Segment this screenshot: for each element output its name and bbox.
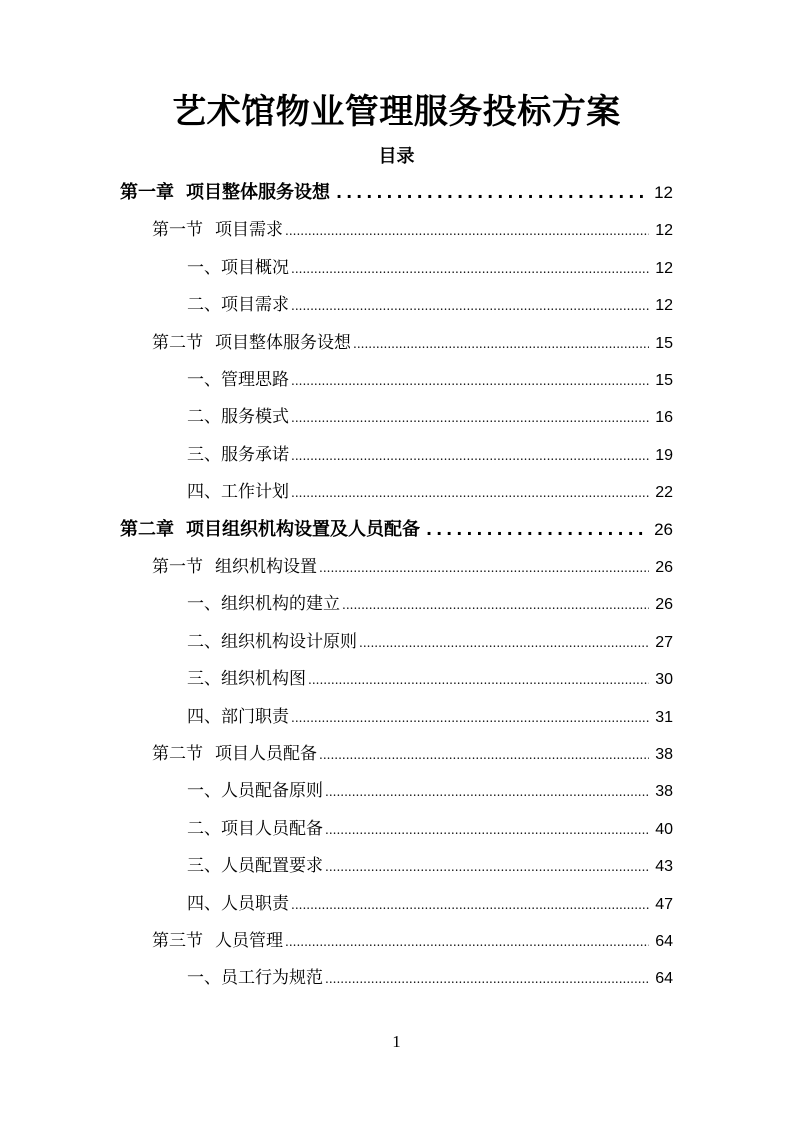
toc-entry[interactable]	[187, 960, 673, 996]
toc-entry-label: 一、员工行为规范	[187, 968, 323, 989]
toc-page-number: 22	[655, 484, 673, 502]
toc-entry[interactable]	[187, 250, 673, 286]
toc-entry-label: 一、项目概况	[187, 257, 289, 278]
toc-entry[interactable]	[152, 549, 673, 585]
toc-entry[interactable]	[152, 923, 673, 959]
toc-page-number: 15	[655, 372, 673, 389]
toc-page-number: 15	[655, 334, 673, 352]
toc-entry[interactable]	[187, 474, 673, 510]
toc-page-number: 64	[655, 970, 673, 988]
toc-dot-leader	[325, 812, 649, 848]
toc-entry-label: 三、组织机构图	[187, 669, 306, 690]
toc-dot-leader	[325, 849, 649, 885]
toc-entry-label: 四、部门职责	[187, 706, 289, 727]
toc-entry-label: 第二节 项目人员配备	[152, 744, 317, 764]
toc-entry-label: 第二节 项目整体服务设想	[152, 332, 351, 353]
toc-entry[interactable]	[187, 811, 673, 847]
toc-page-number: 43	[655, 858, 673, 876]
toc-dot-leader	[342, 587, 649, 623]
toc-entry[interactable]	[187, 362, 673, 398]
toc-dot-leader	[291, 887, 649, 923]
toc-entry-label: 一、管理思路	[187, 370, 289, 390]
toc-entry[interactable]	[120, 175, 673, 211]
toc-entry-label: 第三节 人员管理	[152, 931, 283, 951]
toc-entry[interactable]	[152, 325, 673, 361]
toc-entry[interactable]	[187, 661, 673, 697]
toc-dot-leader	[291, 400, 649, 436]
toc-entry-label: 四、人员职责	[187, 893, 289, 914]
toc-entry-label: 二、项目人员配备	[187, 818, 323, 839]
toc-entry-label: 三、服务承诺	[187, 444, 289, 465]
toc-dot-leader	[319, 550, 649, 586]
toc-dot-leader	[353, 326, 649, 362]
toc-page-number: 26	[655, 559, 673, 576]
toc-entry-label: 第一章 项目整体服务设想	[120, 182, 330, 203]
toc-entry-label: 第一节 组织机构设置	[152, 557, 317, 577]
toc-page-number: 12	[655, 297, 673, 315]
toc-dot-leader	[291, 475, 649, 511]
toc-entry-label: 一、人员配备原则	[187, 781, 323, 802]
toc-page-number: 31	[655, 708, 673, 726]
toc-page-number: 19	[655, 446, 673, 464]
toc-page-number: 30	[655, 671, 673, 689]
toc-entry-label: 第一节 项目需求	[152, 220, 283, 241]
toc-dot-leader	[325, 961, 649, 997]
toc-entry[interactable]	[187, 773, 673, 809]
toc-page-number: 47	[655, 895, 673, 913]
toc-dot-leader	[285, 213, 649, 249]
toc-dot-leader	[291, 438, 649, 474]
toc-dot-leader	[291, 363, 649, 399]
toc-page-number: 64	[655, 933, 673, 950]
toc-page-number: 38	[655, 783, 673, 801]
toc-entry[interactable]	[187, 399, 673, 435]
toc-entry-label: 一、组织机构的建立	[187, 594, 340, 615]
toc-page-number: 27	[655, 633, 673, 651]
toc-entry-label: 三、人员配置要求	[187, 856, 323, 877]
toc-heading: 目录	[378, 146, 415, 167]
toc-page-number: 12	[655, 259, 673, 277]
toc-entry[interactable]	[187, 848, 673, 884]
toc-dot-leader	[336, 175, 643, 211]
toc-entry-label: 四、工作计划	[187, 482, 289, 503]
toc-page-number: 12	[654, 183, 673, 202]
toc-dot-leader	[319, 737, 649, 773]
toc-page-number: 40	[655, 820, 673, 838]
toc-dot-leader	[285, 924, 649, 960]
toc-entry[interactable]	[152, 212, 673, 248]
toc-entry[interactable]	[187, 624, 673, 660]
toc-page-number: 26	[655, 596, 673, 614]
toc-page-number: 16	[655, 409, 673, 427]
toc-dot-leader	[291, 251, 649, 287]
document-title: 艺术馆物业管理服务投标方案	[172, 92, 621, 132]
toc-dot-leader	[359, 625, 649, 661]
toc-entry-label: 二、项目需求	[187, 295, 289, 316]
toc-entry[interactable]	[152, 736, 673, 772]
toc-entry[interactable]	[187, 699, 673, 735]
toc-entry[interactable]	[187, 586, 673, 622]
toc-entry-label: 二、服务模式	[187, 407, 289, 428]
toc-dot-leader	[308, 662, 649, 698]
toc-entry[interactable]	[187, 886, 673, 922]
toc-page-number: 12	[655, 222, 673, 240]
toc-dot-leader	[325, 774, 649, 810]
toc-page-number: 38	[655, 746, 673, 763]
toc-dot-leader	[426, 512, 643, 548]
page-number: 1	[392, 1032, 401, 1051]
toc-entry-label: 二、组织机构设计原则	[187, 631, 357, 652]
toc-page-number: 26	[654, 519, 673, 539]
toc-dot-leader	[291, 288, 649, 324]
toc-entry[interactable]	[187, 437, 673, 473]
toc-entry[interactable]	[187, 287, 673, 323]
toc-dot-leader	[291, 700, 649, 736]
toc-entry-label: 第二章 项目组织机构设置及人员配备	[120, 518, 420, 540]
toc-entry[interactable]	[120, 512, 673, 548]
